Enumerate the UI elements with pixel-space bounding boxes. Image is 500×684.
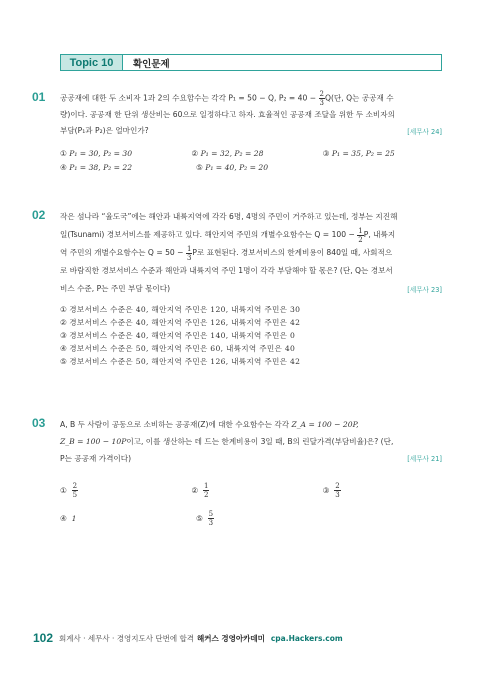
option-4[interactable]: ④ 경보서비스 수준은 50, 해안지역 주민은 60, 내륙지역 주민은 40 <box>60 344 296 353</box>
option-1[interactable]: ① 경보서비스 수준은 40, 해안지역 주민은 120, 내륙지역 주민은 30 <box>60 305 301 314</box>
answer-options <box>60 303 442 368</box>
question-number: 02 <box>32 208 46 222</box>
option-5[interactable]: ⑤ 경보서비스 수준은 50, 해안지역 주민은 126, 내륙지역 주민은 42 <box>60 357 301 366</box>
option-3[interactable]: ③ $\frac{2}{3}$ <box>322 481 340 499</box>
answer-options <box>60 477 442 531</box>
option-1[interactable]: ① P₁ = 30, P₂ = 30 <box>60 148 133 158</box>
topic-title: 확인문제 <box>133 58 170 70</box>
question-number: 01 <box>32 90 46 104</box>
topic-tag: Topic 10 <box>61 55 123 70</box>
footer-text: 회계사 · 세무사 · 경영지도사 단번에 합격 <box>59 633 195 643</box>
option-2[interactable]: ② $\frac{1}{2}$ <box>191 481 209 499</box>
question-text: 공공재에 대한 두 소비자 1과 2의 수요함수는 각각 P₁ = 50 − Q, P₂ = 40 − $\frac{2}{3}$ Q(단, Q는 공공재 수 량)이다. 공공재 한 단위 생산비는 60으로 일정하다고 하자. 효율적인 공공재 조달을 위한 두 소비자의 부담(P₁과 P₂)은 얼마인가? [세무사 24] <box>60 90 442 139</box>
option-1[interactable]: ① $\frac{2}{5}$ <box>60 481 78 499</box>
topic-header <box>60 54 442 71</box>
option-5[interactable]: ⑤ P₁ = 40, P₂ = 20 <box>196 162 269 172</box>
page-number: 102 <box>33 631 54 645</box>
option-4[interactable]: ④ 1 <box>60 513 77 523</box>
source-label: [세무사 23] <box>407 286 442 294</box>
question-01 <box>32 90 442 174</box>
question-number: 03 <box>32 416 46 430</box>
question-text: 작은 섬나라 “율도국”에는 해안과 내륙지역에 각각 6명, 4명의 주민이 거주하고 있는데, 정부는 지진해 일(Tsunami) 경보서비스를 제공하고 있다. 해안지역 주민의 개별수요함수는 Q = 100 − $\frac{1}{2}$ P, 내륙지 역 주민의 개별수요함수는 Q = 50 − $\frac{1}{3}$ P로 표현된다. 경보서비스의 한계비용이 840일 때, 사회적으 로 바람직한 경보서비스 수준과 해안과 내륙지역 주민 1명이 각각 부담해야 할 몫은? (단, Q는 경보서 비스 수준, P는 주민 부담 몫이다) [세무사 23] <box>60 208 442 298</box>
option-5[interactable]: ⑤ $\frac{5}{3}$ <box>196 509 214 527</box>
source-label: [세무사 21] <box>407 455 442 463</box>
source-label: [세무사 24] <box>407 128 442 136</box>
question-text: A, B 두 사람이 공동으로 소비하는 공공재(Z)에 대한 수요함수는 각각 Z_A = 100 − 20P, Z_B = 100 − 10P이고, 이를 생산하는 데 드는 한계비용이 3일 때, B의 린달가격(부담비율)은? (단, P는 공공재 가격이다) [세무사 21] <box>60 416 442 467</box>
footer-site: cpa.Hackers.com <box>270 633 343 643</box>
question-03 <box>32 416 442 531</box>
question-02 <box>32 208 442 368</box>
option-2[interactable]: ② P₁ = 32, P₂ = 28 <box>191 148 264 158</box>
fraction: $\frac{2}{3}$ <box>319 90 324 107</box>
option-3[interactable]: ③ 경보서비스 수준은 40, 해안지역 주민은 140, 내륙지역 주민은 0 <box>60 331 296 340</box>
option-4[interactable]: ④ P₁ = 38, P₂ = 22 <box>60 162 133 172</box>
footer-brand: 해커스 경영아카데미 <box>197 633 265 643</box>
option-3[interactable]: ③ P₁ = 35, P₂ = 25 <box>322 148 395 158</box>
fraction: $\frac{1}{2}$ <box>358 226 363 244</box>
page-footer <box>33 631 473 645</box>
option-2[interactable]: ② 경보서비스 수준은 40, 해안지역 주민은 126, 내륙지역 주민은 42 <box>60 318 301 327</box>
answer-options <box>60 146 442 174</box>
fraction: $\frac{1}{3}$ <box>186 244 192 262</box>
